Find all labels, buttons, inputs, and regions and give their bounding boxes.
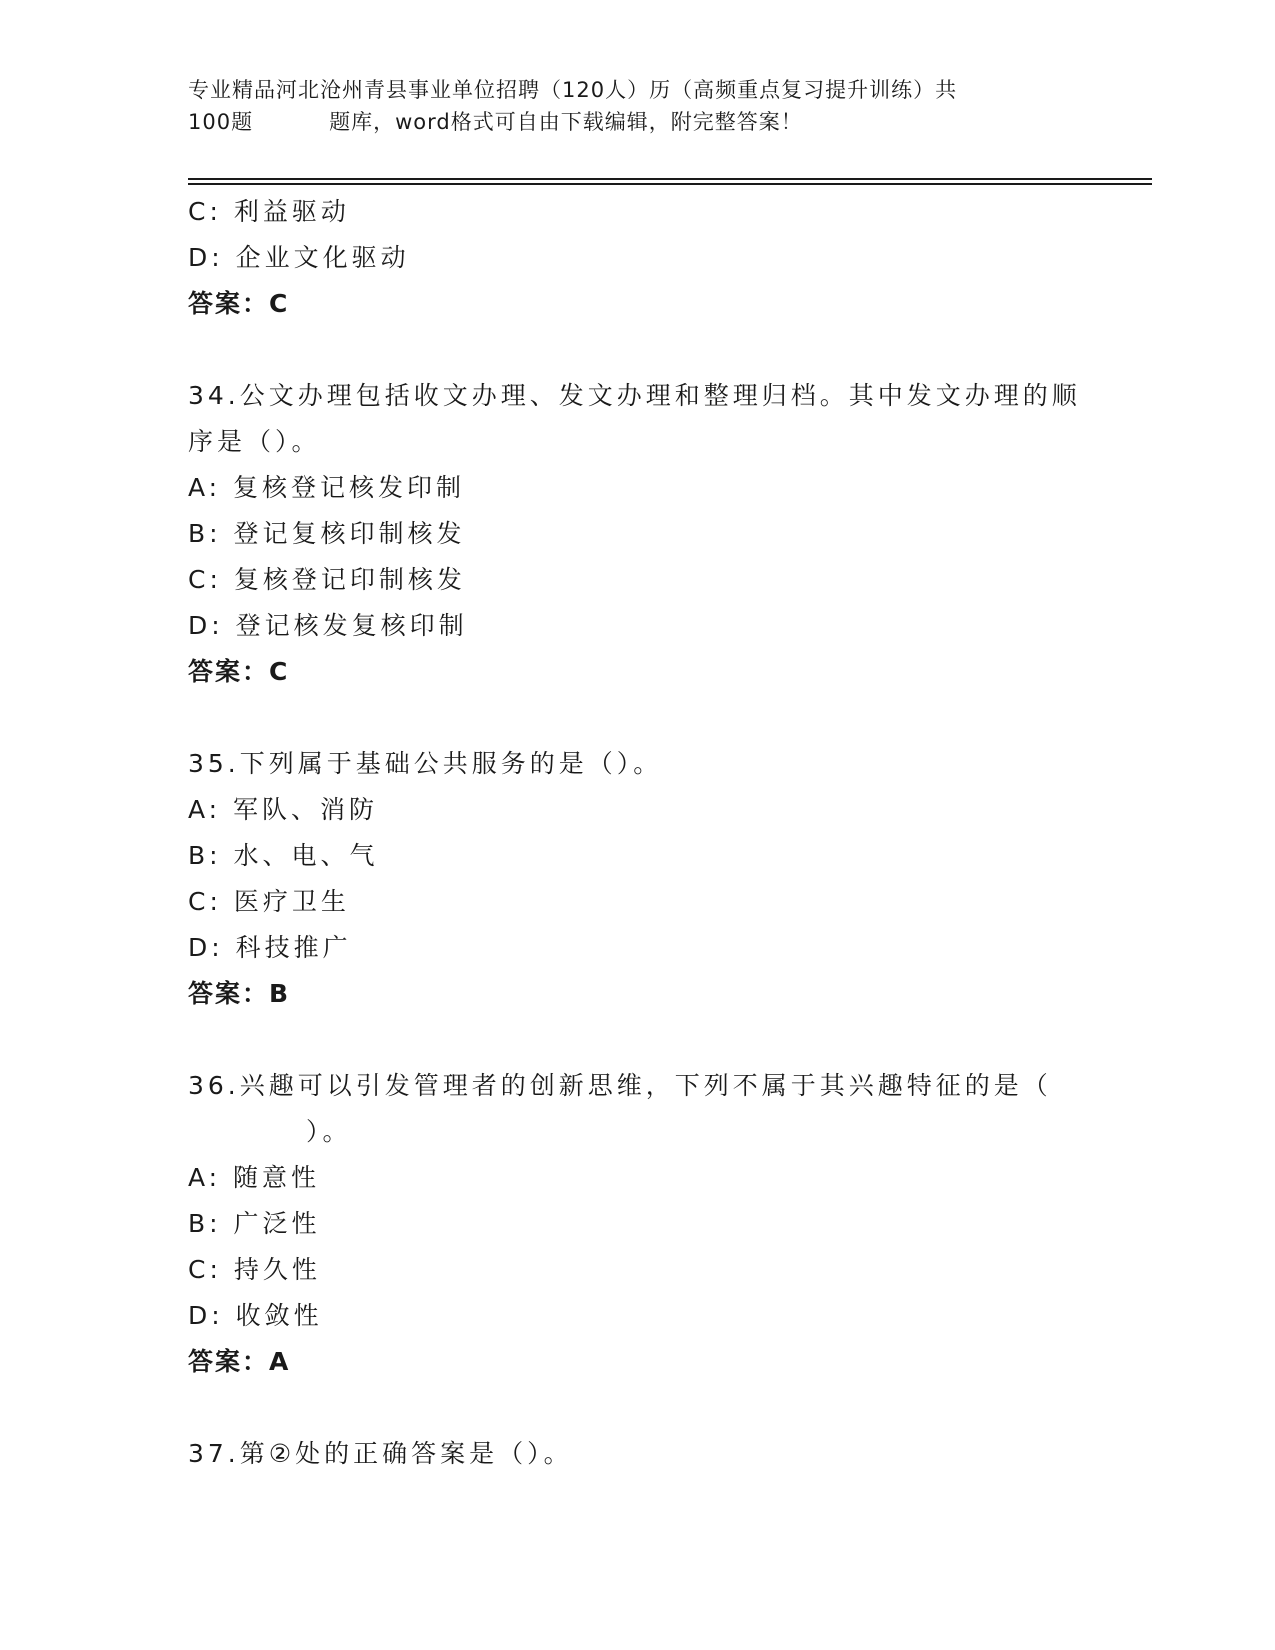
question-33-tail <box>188 189 1128 327</box>
option-d: D: 企业文化驱动 <box>188 243 410 272</box>
question-stem: 35.下列属于基础公共服务的是（）。 <box>188 749 663 778</box>
question-36 <box>188 1063 1128 1385</box>
option-a: A: 复核登记核发印制 <box>188 473 466 502</box>
option-a: A: 军队、消防 <box>188 795 379 824</box>
option-a: A: 随意性 <box>188 1163 321 1192</box>
question-list <box>188 189 1128 1477</box>
option-d: D: 科技推广 <box>188 933 352 962</box>
header-description: 题库，word格式可自由下载编辑，附完整答案！ <box>329 110 803 134</box>
header-line-2 <box>188 106 1088 138</box>
option-b: B: 广泛性 <box>188 1209 321 1238</box>
question-34 <box>188 373 1128 695</box>
option-c: C: 持久性 <box>188 1255 321 1284</box>
question-stem: 37.第②处的正确答案是（）。 <box>188 1439 573 1468</box>
question-stem-cont: 序是（）。 <box>188 427 321 456</box>
option-c: C: 医疗卫生 <box>188 887 350 916</box>
answer: 答案：B <box>188 979 291 1008</box>
question-stem: 36.兴趣可以引发管理者的创新思维，下列不属于其兴趣特征的是（ <box>188 1071 1052 1100</box>
option-c: C: 利益驱动 <box>188 197 350 226</box>
question-37 <box>188 1431 1128 1477</box>
option-d: D: 收敛性 <box>188 1301 323 1330</box>
answer: 答案：A <box>188 1347 291 1376</box>
question-stem: 34.公文办理包括收文办理、发文办理和整理归档。其中发文办理的顺 <box>188 381 1081 410</box>
option-b: B: 水、电、气 <box>188 841 379 870</box>
option-b: B: 登记复核印制核发 <box>188 519 466 548</box>
question-35 <box>188 741 1128 1017</box>
question-stem-cont: ）。 <box>306 1117 352 1146</box>
page-header <box>188 74 1088 138</box>
header-divider-top <box>188 178 1152 180</box>
header-count: 100题 <box>188 110 254 134</box>
option-c: C: 复核登记印制核发 <box>188 565 466 594</box>
answer: 答案：C <box>188 657 290 686</box>
header-line-1: 专业精品河北沧州青县事业单位招聘（120人）历（高频重点复习提升训练）共 <box>188 78 958 102</box>
option-d: D: 登记核发复核印制 <box>188 611 468 640</box>
answer: 答案：C <box>188 289 290 318</box>
header-divider-bottom <box>188 183 1152 185</box>
